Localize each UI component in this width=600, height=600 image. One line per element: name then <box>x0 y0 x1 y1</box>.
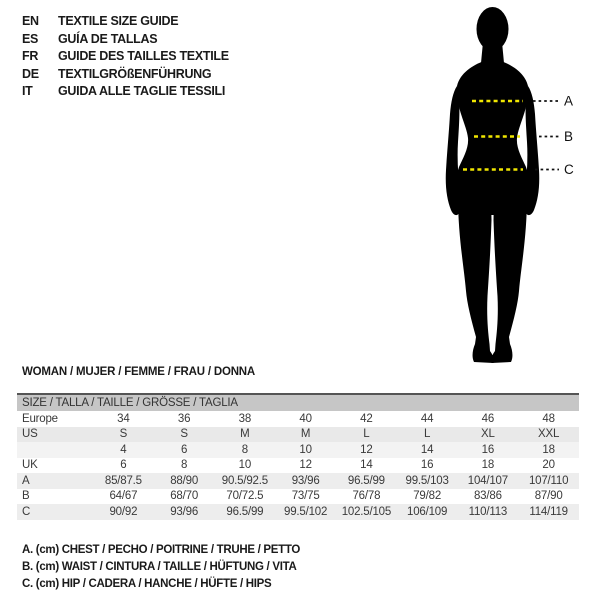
size-cell: 85/87.5 <box>104 474 142 487</box>
size-cell: 102.5/105 <box>341 505 392 518</box>
size-cell: 93/96 <box>291 474 320 487</box>
row-label: UK <box>22 459 38 472</box>
language-title: TEXTILGRÖßENFÜHRUNG <box>58 66 212 81</box>
row-label: Europe <box>22 412 58 425</box>
waist-label: B <box>564 129 574 144</box>
table-row-b <box>17 489 579 505</box>
table-row-us-numeric <box>17 442 579 458</box>
size-cell: 96.5/99 <box>226 505 264 518</box>
size-table-header: SIZE / TALLA / TAILLE / GRÖSSE / TAGLIA <box>17 393 579 411</box>
silhouette-left-leg <box>458 196 494 363</box>
silhouette-neck <box>481 42 504 63</box>
size-cell: 44 <box>420 412 434 425</box>
size-cell: 6 <box>120 459 127 472</box>
table-row-uk <box>17 458 579 474</box>
size-cell: L <box>424 428 431 441</box>
silhouette-torso <box>456 61 530 215</box>
language-row-es <box>22 31 229 49</box>
language-row-fr <box>22 48 229 66</box>
size-cell: 18 <box>542 443 555 456</box>
language-title: GUÍA DE TALLAS <box>58 31 158 46</box>
language-code: EN <box>22 14 39 28</box>
woman-silhouette <box>446 7 540 363</box>
measurement-legend <box>22 542 300 594</box>
size-cell: M <box>300 428 311 441</box>
size-cell: 76/78 <box>352 490 381 503</box>
size-cell: S <box>119 428 128 441</box>
silhouette-right-leg <box>491 196 527 363</box>
size-cell: 42 <box>360 412 373 425</box>
size-cell: 64/67 <box>109 490 138 503</box>
size-cell: 110/113 <box>468 505 508 518</box>
size-cell: S <box>180 428 188 441</box>
size-cell: 70/72.5 <box>226 490 264 503</box>
size-cell: 6 <box>181 443 188 456</box>
size-cell: 48 <box>542 412 555 425</box>
language-code: FR <box>22 49 39 64</box>
table-row-us <box>17 427 579 443</box>
size-cell: 96.5/99 <box>347 474 385 487</box>
silhouette-left-arm <box>446 86 461 215</box>
language-title: TEXTILE SIZE GUIDE <box>58 14 179 28</box>
row-label: A <box>22 474 30 487</box>
table-row-a <box>17 473 579 489</box>
size-cell: 10 <box>238 459 252 472</box>
language-row-it <box>22 83 229 101</box>
size-cell: 68/70 <box>170 490 199 503</box>
language-row-de <box>22 66 229 84</box>
language-title-list <box>22 13 229 101</box>
size-cell: 90/92 <box>109 505 138 518</box>
language-title: GUIDA ALLE TAGLIE TESSILI <box>58 84 226 99</box>
size-cell: 38 <box>238 412 252 425</box>
language-code: ES <box>22 31 39 46</box>
woman-silhouette-figure <box>420 0 600 375</box>
size-cell: M <box>240 428 250 441</box>
size-cell: 46 <box>481 412 495 425</box>
table-row-europe <box>17 411 579 427</box>
language-row-en <box>22 13 229 31</box>
row-label: C <box>22 505 31 518</box>
table-row-c <box>17 504 579 520</box>
size-cell: 36 <box>177 412 191 425</box>
size-cell: XL <box>481 428 495 441</box>
size-cell: 8 <box>241 443 248 456</box>
size-cell: 16 <box>481 443 495 456</box>
size-cell: 88/90 <box>170 474 199 487</box>
section-heading-woman: WOMAN / MUJER / FEMME / FRAU / DONNA <box>22 366 256 378</box>
size-cell: 99.5/103 <box>405 474 449 487</box>
size-cell: L <box>363 428 370 441</box>
size-table <box>17 393 579 520</box>
size-cell: 12 <box>360 443 373 456</box>
size-cell: 4 <box>120 443 127 456</box>
size-cell: 90.5/92.5 <box>221 474 268 487</box>
language-code: IT <box>22 84 33 99</box>
size-cell: 79/82 <box>413 490 442 503</box>
size-cell: 14 <box>360 459 373 472</box>
legend-line-a: A. (cm) CHEST / PECHO / POITRINE / TRUHE / PETTO <box>22 544 301 556</box>
size-cell: XXL <box>538 428 560 441</box>
size-cell: 93/96 <box>170 505 199 518</box>
size-cell: 87/90 <box>534 490 563 503</box>
size-cell: 14 <box>420 443 434 456</box>
silhouette-right-arm <box>524 86 539 215</box>
row-label: US <box>22 428 38 441</box>
size-cell: 106/109 <box>407 505 448 518</box>
size-cell: 107/110 <box>528 474 569 487</box>
size-cell: 8 <box>181 459 188 472</box>
legend-line-b: B. (cm) WAIST / CINTURA / TAILLE / HÜFTUNG / VITA <box>22 561 297 574</box>
size-cell: 34 <box>117 412 130 425</box>
language-title: GUIDE DES TAILLES TEXTILE <box>58 49 229 64</box>
size-cell: 10 <box>299 443 312 456</box>
measurement-figure <box>420 0 600 375</box>
size-cell: 104/107 <box>467 474 508 487</box>
size-cell: 73/75 <box>291 490 320 503</box>
size-cell: 20 <box>542 459 555 472</box>
hip-label: C <box>564 162 574 177</box>
size-table-body <box>17 411 579 520</box>
size-cell: 40 <box>299 412 312 425</box>
size-cell: 18 <box>481 459 495 472</box>
row-label: B <box>22 490 30 503</box>
size-cell: 99.5/102 <box>284 505 328 518</box>
size-cell: 114/119 <box>529 505 568 518</box>
size-cell: 16 <box>420 459 434 472</box>
legend-line-c: C. (cm) HIP / CADERA / HANCHE / HÜFTE / HIPS <box>22 578 272 591</box>
size-cell: 12 <box>299 459 312 472</box>
chest-label: A <box>564 93 574 109</box>
size-cell: 83/86 <box>473 490 502 503</box>
language-code: DE <box>22 66 39 81</box>
